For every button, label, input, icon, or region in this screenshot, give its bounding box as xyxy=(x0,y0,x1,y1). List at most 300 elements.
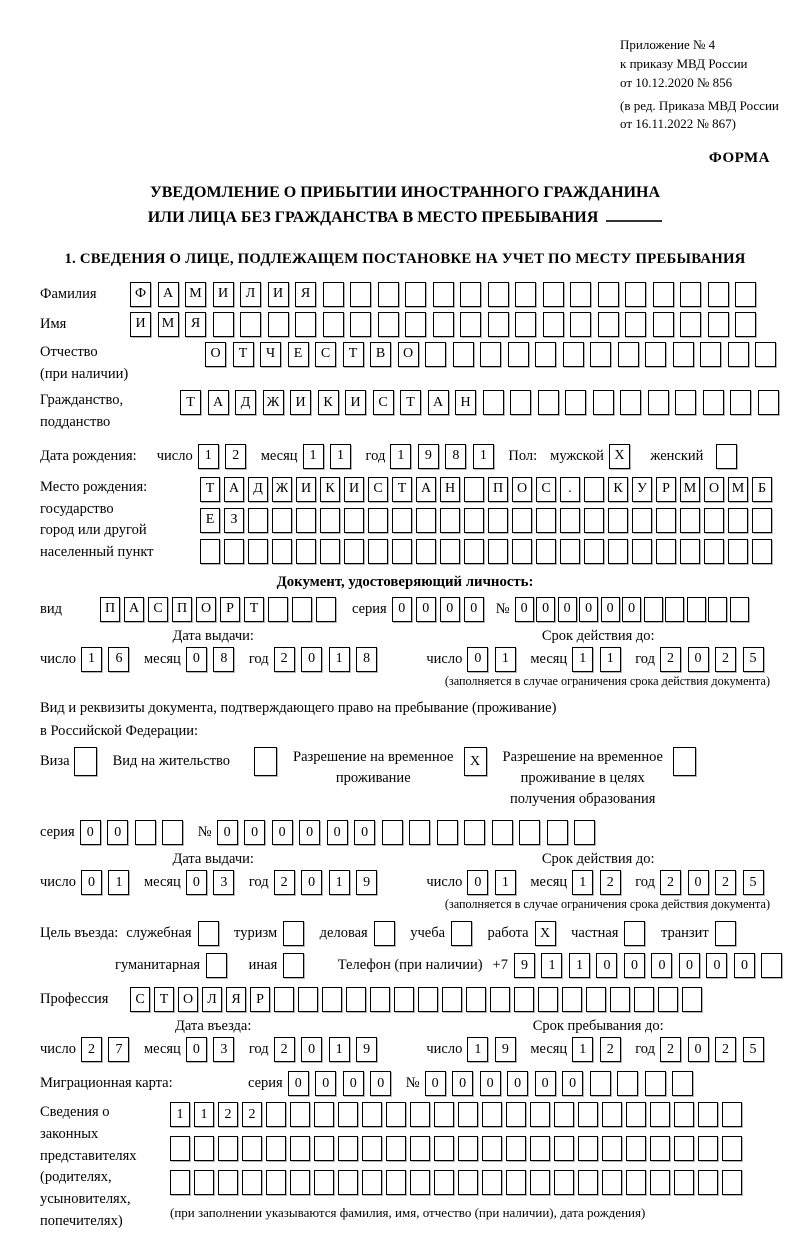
char-cell[interactable] xyxy=(715,921,736,946)
char-cell[interactable] xyxy=(530,1170,550,1195)
char-cell[interactable] xyxy=(416,539,436,564)
char-cell[interactable] xyxy=(570,312,591,337)
char-cell[interactable] xyxy=(538,987,558,1012)
char-cell[interactable] xyxy=(708,282,729,307)
char-cell[interactable] xyxy=(584,477,604,502)
char-cell[interactable] xyxy=(708,597,727,622)
char-cell[interactable] xyxy=(704,508,724,533)
char-cell[interactable]: Т xyxy=(233,342,254,367)
char-cell[interactable] xyxy=(483,390,504,415)
phone-input[interactable] xyxy=(514,953,789,978)
char-cell[interactable] xyxy=(590,342,611,367)
char-cell[interactable] xyxy=(584,539,604,564)
char-cell[interactable]: С xyxy=(315,342,336,367)
char-cell[interactable]: 0 xyxy=(301,1037,322,1062)
char-cell[interactable]: 0 xyxy=(301,647,322,672)
char-cell[interactable] xyxy=(602,1136,622,1161)
char-cell[interactable] xyxy=(625,282,646,307)
char-cell[interactable] xyxy=(350,282,371,307)
residence-valid-day-input[interactable] xyxy=(467,870,522,895)
char-cell[interactable]: 0 xyxy=(354,820,375,845)
char-cell[interactable]: 1 xyxy=(303,444,324,469)
char-cell[interactable]: 0 xyxy=(688,1037,709,1062)
char-cell[interactable]: 9 xyxy=(356,870,377,895)
char-cell[interactable] xyxy=(698,1102,718,1127)
char-cell[interactable]: Т xyxy=(392,477,412,502)
char-cell[interactable]: 0 xyxy=(425,1071,446,1096)
char-cell[interactable] xyxy=(206,953,227,978)
char-cell[interactable]: 0 xyxy=(480,1071,501,1096)
char-cell[interactable]: 0 xyxy=(440,597,460,622)
char-cell[interactable] xyxy=(488,282,509,307)
char-cell[interactable] xyxy=(410,1136,430,1161)
char-cell[interactable]: 0 xyxy=(558,597,577,622)
char-cell[interactable]: 0 xyxy=(301,870,322,895)
char-cell[interactable]: 1 xyxy=(569,953,590,978)
residence-issue-day-input[interactable] xyxy=(81,870,136,895)
valid-day-input[interactable] xyxy=(467,647,522,672)
char-cell[interactable] xyxy=(687,597,706,622)
char-cell[interactable] xyxy=(442,987,462,1012)
char-cell[interactable]: К xyxy=(320,477,340,502)
char-cell[interactable]: А xyxy=(416,477,436,502)
char-cell[interactable]: 2 xyxy=(225,444,246,469)
char-cell[interactable] xyxy=(530,1102,550,1127)
char-cell[interactable]: 0 xyxy=(706,953,727,978)
char-cell[interactable]: 0 xyxy=(624,953,645,978)
char-cell[interactable]: 0 xyxy=(562,1071,583,1096)
char-cell[interactable]: Я xyxy=(185,312,206,337)
char-cell[interactable]: 0 xyxy=(299,820,320,845)
char-cell[interactable] xyxy=(320,539,340,564)
char-cell[interactable] xyxy=(755,342,776,367)
char-cell[interactable]: 8 xyxy=(445,444,466,469)
char-cell[interactable]: 0 xyxy=(186,647,207,672)
char-cell[interactable] xyxy=(240,312,261,337)
char-cell[interactable]: 0 xyxy=(416,597,436,622)
doc-type-input[interactable] xyxy=(100,597,340,622)
residence-valid-month-input[interactable] xyxy=(572,870,627,895)
char-cell[interactable]: 0 xyxy=(507,1071,528,1096)
char-cell[interactable]: Т xyxy=(180,390,201,415)
char-cell[interactable]: И xyxy=(290,390,311,415)
char-cell[interactable] xyxy=(266,1102,286,1127)
char-cell[interactable]: О xyxy=(178,987,198,1012)
char-cell[interactable] xyxy=(464,477,484,502)
char-cell[interactable] xyxy=(218,1170,238,1195)
char-cell[interactable] xyxy=(272,508,292,533)
char-cell[interactable] xyxy=(598,312,619,337)
char-cell[interactable]: 0 xyxy=(288,1071,309,1096)
char-cell[interactable] xyxy=(698,1136,718,1161)
char-cell[interactable] xyxy=(608,539,628,564)
char-cell[interactable]: О xyxy=(196,597,216,622)
entry-month-input[interactable] xyxy=(186,1037,241,1062)
purpose-other-checkbox[interactable] xyxy=(283,953,311,978)
char-cell[interactable]: Н xyxy=(455,390,476,415)
char-cell[interactable]: 1 xyxy=(329,647,350,672)
char-cell[interactable] xyxy=(543,312,564,337)
char-cell[interactable] xyxy=(248,539,268,564)
char-cell[interactable]: А xyxy=(158,282,179,307)
char-cell[interactable] xyxy=(298,987,318,1012)
representatives-line2[interactable] xyxy=(170,1136,746,1161)
char-cell[interactable]: 1 xyxy=(572,647,593,672)
char-cell[interactable] xyxy=(514,987,534,1012)
char-cell[interactable] xyxy=(346,987,366,1012)
char-cell[interactable] xyxy=(506,1102,526,1127)
char-cell[interactable] xyxy=(266,1136,286,1161)
char-cell[interactable]: 0 xyxy=(315,1071,336,1096)
char-cell[interactable] xyxy=(562,987,582,1012)
birth-month-input[interactable] xyxy=(303,444,358,469)
char-cell[interactable] xyxy=(650,1170,670,1195)
char-cell[interactable]: 2 xyxy=(660,647,681,672)
char-cell[interactable] xyxy=(290,1102,310,1127)
char-cell[interactable]: 0 xyxy=(186,1037,207,1062)
representatives-line1[interactable] xyxy=(170,1102,746,1127)
char-cell[interactable]: 2 xyxy=(660,1037,681,1062)
char-cell[interactable] xyxy=(458,1102,478,1127)
char-cell[interactable]: С xyxy=(148,597,168,622)
char-cell[interactable]: 2 xyxy=(274,870,295,895)
char-cell[interactable]: А xyxy=(224,477,244,502)
char-cell[interactable] xyxy=(672,1071,693,1096)
char-cell[interactable] xyxy=(560,539,580,564)
char-cell[interactable] xyxy=(338,1170,358,1195)
char-cell[interactable] xyxy=(440,508,460,533)
char-cell[interactable] xyxy=(440,539,460,564)
char-cell[interactable]: 0 xyxy=(370,1071,391,1096)
char-cell[interactable] xyxy=(632,539,652,564)
char-cell[interactable]: П xyxy=(488,477,508,502)
char-cell[interactable]: Ж xyxy=(272,477,292,502)
purpose-business-checkbox[interactable] xyxy=(374,921,402,946)
char-cell[interactable] xyxy=(316,597,336,622)
char-cell[interactable] xyxy=(665,597,684,622)
char-cell[interactable]: X xyxy=(609,444,630,469)
char-cell[interactable] xyxy=(268,597,288,622)
char-cell[interactable]: И xyxy=(296,477,316,502)
char-cell[interactable] xyxy=(272,539,292,564)
char-cell[interactable] xyxy=(290,1136,310,1161)
char-cell[interactable] xyxy=(680,508,700,533)
char-cell[interactable] xyxy=(626,1170,646,1195)
char-cell[interactable] xyxy=(460,282,481,307)
char-cell[interactable]: О xyxy=(512,477,532,502)
char-cell[interactable]: В xyxy=(370,342,391,367)
char-cell[interactable] xyxy=(752,508,772,533)
char-cell[interactable] xyxy=(344,508,364,533)
char-cell[interactable] xyxy=(560,508,580,533)
residence-issue-year-input[interactable] xyxy=(274,870,384,895)
doc-number-input[interactable] xyxy=(515,597,752,622)
char-cell[interactable] xyxy=(433,312,454,337)
char-cell[interactable] xyxy=(700,342,721,367)
birth-day-input[interactable] xyxy=(198,444,253,469)
char-cell[interactable] xyxy=(648,390,669,415)
char-cell[interactable]: С xyxy=(373,390,394,415)
char-cell[interactable] xyxy=(644,597,663,622)
char-cell[interactable]: М xyxy=(185,282,206,307)
issue-month-input[interactable] xyxy=(186,647,241,672)
char-cell[interactable] xyxy=(433,282,454,307)
char-cell[interactable] xyxy=(434,1170,454,1195)
char-cell[interactable] xyxy=(547,820,568,845)
char-cell[interactable]: 1 xyxy=(495,870,516,895)
char-cell[interactable] xyxy=(602,1170,622,1195)
char-cell[interactable]: 1 xyxy=(572,870,593,895)
char-cell[interactable] xyxy=(409,820,430,845)
char-cell[interactable]: К xyxy=(608,477,628,502)
char-cell[interactable] xyxy=(563,342,584,367)
char-cell[interactable]: П xyxy=(172,597,192,622)
char-cell[interactable]: М xyxy=(728,477,748,502)
char-cell[interactable]: 0 xyxy=(464,597,484,622)
char-cell[interactable] xyxy=(519,820,540,845)
char-cell[interactable]: Ч xyxy=(260,342,281,367)
char-cell[interactable] xyxy=(510,390,531,415)
char-cell[interactable] xyxy=(274,987,294,1012)
migration-series-input[interactable] xyxy=(288,1071,398,1096)
char-cell[interactable]: 0 xyxy=(244,820,265,845)
char-cell[interactable] xyxy=(268,312,289,337)
char-cell[interactable]: Я xyxy=(295,282,316,307)
char-cell[interactable]: 0 xyxy=(452,1071,473,1096)
char-cell[interactable] xyxy=(506,1170,526,1195)
char-cell[interactable] xyxy=(703,390,724,415)
char-cell[interactable] xyxy=(626,1136,646,1161)
char-cell[interactable] xyxy=(586,987,606,1012)
char-cell[interactable] xyxy=(296,539,316,564)
char-cell[interactable]: 9 xyxy=(514,953,535,978)
char-cell[interactable]: И xyxy=(130,312,151,337)
char-cell[interactable] xyxy=(508,342,529,367)
char-cell[interactable]: Л xyxy=(202,987,222,1012)
char-cell[interactable] xyxy=(392,508,412,533)
visa-checkbox[interactable] xyxy=(74,747,97,776)
char-cell[interactable]: Я xyxy=(226,987,246,1012)
char-cell[interactable]: 1 xyxy=(170,1102,190,1127)
char-cell[interactable] xyxy=(698,1170,718,1195)
char-cell[interactable] xyxy=(323,282,344,307)
char-cell[interactable] xyxy=(634,987,654,1012)
char-cell[interactable] xyxy=(453,342,474,367)
char-cell[interactable] xyxy=(735,282,756,307)
char-cell[interactable]: 0 xyxy=(80,820,101,845)
char-cell[interactable] xyxy=(378,312,399,337)
char-cell[interactable] xyxy=(538,390,559,415)
char-cell[interactable] xyxy=(716,444,737,469)
char-cell[interactable] xyxy=(198,921,219,946)
char-cell[interactable]: 2 xyxy=(660,870,681,895)
char-cell[interactable] xyxy=(464,820,485,845)
char-cell[interactable]: М xyxy=(158,312,179,337)
name-input[interactable] xyxy=(130,312,763,337)
char-cell[interactable] xyxy=(653,312,674,337)
char-cell[interactable]: 1 xyxy=(572,1037,593,1062)
char-cell[interactable]: 7 xyxy=(108,1037,129,1062)
char-cell[interactable] xyxy=(416,508,436,533)
char-cell[interactable] xyxy=(410,1170,430,1195)
char-cell[interactable]: И xyxy=(344,477,364,502)
char-cell[interactable]: 1 xyxy=(330,444,351,469)
char-cell[interactable] xyxy=(722,1102,742,1127)
char-cell[interactable] xyxy=(266,1170,286,1195)
char-cell[interactable]: 1 xyxy=(194,1102,214,1127)
char-cell[interactable] xyxy=(632,508,652,533)
char-cell[interactable] xyxy=(512,508,532,533)
doc-series-input[interactable] xyxy=(392,597,488,622)
char-cell[interactable]: Н xyxy=(440,477,460,502)
char-cell[interactable] xyxy=(135,820,156,845)
char-cell[interactable]: О xyxy=(205,342,226,367)
char-cell[interactable] xyxy=(656,508,676,533)
char-cell[interactable]: 0 xyxy=(679,953,700,978)
char-cell[interactable]: 1 xyxy=(600,647,621,672)
char-cell[interactable]: 0 xyxy=(651,953,672,978)
birth-place-line2[interactable] xyxy=(200,508,776,533)
char-cell[interactable] xyxy=(482,1102,502,1127)
purpose-work-checkbox[interactable] xyxy=(535,921,563,946)
char-cell[interactable] xyxy=(394,987,414,1012)
char-cell[interactable] xyxy=(675,390,696,415)
char-cell[interactable] xyxy=(593,390,614,415)
entry-year-input[interactable] xyxy=(274,1037,384,1062)
char-cell[interactable]: З xyxy=(224,508,244,533)
char-cell[interactable]: А xyxy=(428,390,449,415)
char-cell[interactable]: С xyxy=(130,987,150,1012)
migration-number-input[interactable] xyxy=(425,1071,700,1096)
birth-year-input[interactable] xyxy=(390,444,500,469)
char-cell[interactable]: С xyxy=(368,477,388,502)
char-cell[interactable]: 0 xyxy=(734,953,755,978)
char-cell[interactable]: 0 xyxy=(596,953,617,978)
issue-year-input[interactable] xyxy=(274,647,384,672)
char-cell[interactable]: 1 xyxy=(390,444,411,469)
char-cell[interactable] xyxy=(758,390,779,415)
char-cell[interactable]: X xyxy=(464,747,487,776)
char-cell[interactable] xyxy=(405,282,426,307)
char-cell[interactable] xyxy=(708,312,729,337)
char-cell[interactable] xyxy=(543,282,564,307)
male-checkbox[interactable] xyxy=(609,444,637,469)
char-cell[interactable] xyxy=(674,1170,694,1195)
char-cell[interactable] xyxy=(213,312,234,337)
char-cell[interactable] xyxy=(194,1170,214,1195)
stay-year-input[interactable] xyxy=(660,1037,770,1062)
char-cell[interactable] xyxy=(752,539,772,564)
char-cell[interactable] xyxy=(405,312,426,337)
stay-month-input[interactable] xyxy=(572,1037,627,1062)
char-cell[interactable] xyxy=(322,987,342,1012)
char-cell[interactable] xyxy=(242,1136,262,1161)
char-cell[interactable]: 0 xyxy=(272,820,293,845)
char-cell[interactable]: 9 xyxy=(418,444,439,469)
char-cell[interactable]: 1 xyxy=(541,953,562,978)
char-cell[interactable] xyxy=(386,1136,406,1161)
char-cell[interactable] xyxy=(451,921,472,946)
char-cell[interactable]: 0 xyxy=(392,597,412,622)
char-cell[interactable] xyxy=(680,282,701,307)
char-cell[interactable]: 9 xyxy=(356,1037,377,1062)
char-cell[interactable] xyxy=(248,508,268,533)
char-cell[interactable]: 2 xyxy=(242,1102,262,1127)
char-cell[interactable]: 5 xyxy=(743,1037,764,1062)
char-cell[interactable] xyxy=(653,282,674,307)
residence-valid-year-input[interactable] xyxy=(660,870,770,895)
char-cell[interactable] xyxy=(673,342,694,367)
char-cell[interactable]: А xyxy=(124,597,144,622)
citizenship-input[interactable] xyxy=(180,390,785,415)
char-cell[interactable]: И xyxy=(213,282,234,307)
char-cell[interactable] xyxy=(704,539,724,564)
char-cell[interactable]: 2 xyxy=(274,1037,295,1062)
char-cell[interactable] xyxy=(578,1102,598,1127)
char-cell[interactable]: 1 xyxy=(198,444,219,469)
char-cell[interactable] xyxy=(482,1170,502,1195)
char-cell[interactable]: Т xyxy=(343,342,364,367)
char-cell[interactable]: 1 xyxy=(473,444,494,469)
char-cell[interactable] xyxy=(574,820,595,845)
char-cell[interactable]: 3 xyxy=(213,870,234,895)
char-cell[interactable] xyxy=(362,1136,382,1161)
char-cell[interactable]: 0 xyxy=(467,870,488,895)
char-cell[interactable] xyxy=(370,987,390,1012)
char-cell[interactable]: П xyxy=(100,597,120,622)
profession-input[interactable] xyxy=(130,987,706,1012)
char-cell[interactable]: Е xyxy=(288,342,309,367)
female-checkbox[interactable] xyxy=(716,444,744,469)
char-cell[interactable] xyxy=(314,1136,334,1161)
char-cell[interactable]: И xyxy=(345,390,366,415)
char-cell[interactable] xyxy=(618,342,639,367)
char-cell[interactable]: 2 xyxy=(715,1037,736,1062)
char-cell[interactable] xyxy=(728,508,748,533)
char-cell[interactable]: А xyxy=(208,390,229,415)
char-cell[interactable] xyxy=(386,1170,406,1195)
char-cell[interactable] xyxy=(617,1071,638,1096)
char-cell[interactable]: 2 xyxy=(81,1037,102,1062)
char-cell[interactable]: 5 xyxy=(743,870,764,895)
char-cell[interactable] xyxy=(488,539,508,564)
char-cell[interactable]: 0 xyxy=(327,820,348,845)
char-cell[interactable] xyxy=(570,282,591,307)
char-cell[interactable] xyxy=(728,539,748,564)
char-cell[interactable] xyxy=(194,1136,214,1161)
issue-day-input[interactable] xyxy=(81,647,136,672)
char-cell[interactable] xyxy=(598,282,619,307)
char-cell[interactable] xyxy=(578,1136,598,1161)
char-cell[interactable] xyxy=(728,342,749,367)
char-cell[interactable] xyxy=(626,1102,646,1127)
char-cell[interactable] xyxy=(296,508,316,533)
char-cell[interactable]: Т xyxy=(244,597,264,622)
char-cell[interactable] xyxy=(425,342,446,367)
char-cell[interactable] xyxy=(658,987,678,1012)
purpose-study-checkbox[interactable] xyxy=(451,921,479,946)
char-cell[interactable]: И xyxy=(268,282,289,307)
char-cell[interactable] xyxy=(292,597,312,622)
char-cell[interactable] xyxy=(434,1102,454,1127)
char-cell[interactable] xyxy=(218,1136,238,1161)
char-cell[interactable] xyxy=(283,953,304,978)
char-cell[interactable]: У xyxy=(632,477,652,502)
char-cell[interactable]: 2 xyxy=(715,647,736,672)
char-cell[interactable] xyxy=(74,747,97,776)
char-cell[interactable]: Е xyxy=(200,508,220,533)
char-cell[interactable] xyxy=(530,1136,550,1161)
